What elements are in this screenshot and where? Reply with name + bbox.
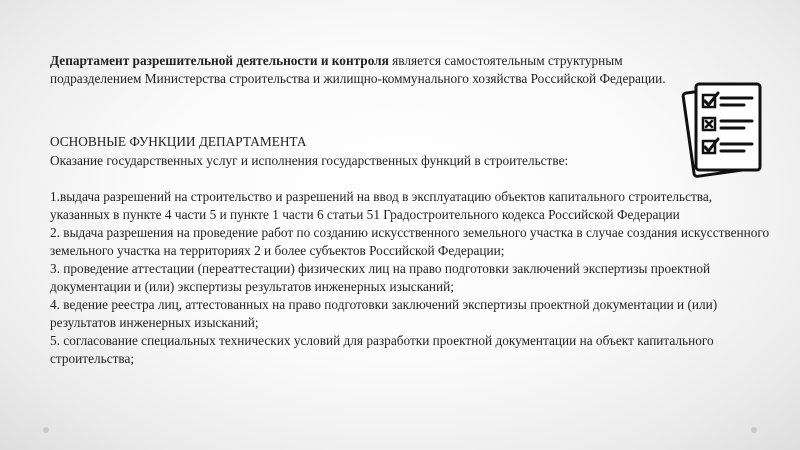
- slide-corner-dot: [43, 427, 49, 433]
- functions-list: [50, 188, 772, 368]
- department-name: Департамент разрешительной деятельности и контроля: [50, 53, 389, 68]
- intro-text: является самостоятельным структурным подразделением Министерства строительства и жилищно-коммунального хозяйства Российской Федерации.: [50, 53, 666, 86]
- checklist-icon: [678, 76, 772, 180]
- function-item-1: 1.выдача разрешений на строительство и разрешений на ввод в эксплуатацию объектов капитального строительства, указанных в пункте 4 части 5 и пункте 1 части 6 статьи 51 Градостроительного кодекса Российской Федерации: [50, 189, 713, 222]
- slide-corner-dot: [751, 427, 757, 433]
- function-item-5: 5. согласование специальных технических условий для разработки проектной документации на объект капитального строительства;: [50, 333, 714, 366]
- section-title: ОСНОВНЫЕ ФУНКЦИИ ДЕПАРТАМЕНТА: [50, 134, 307, 149]
- function-item-2: 2. выдача разрешения на проведение работ по созданию искусственного земельного участка в случае создания искусственного земельного участка на территориях 2 и более субъектов Российской Федерации;: [50, 225, 770, 258]
- function-item-4: 4. ведение реестра лиц, аттестованных на право подготовки заключений экспертизы проектной документации и (или) результатов инженерных изысканий;: [50, 297, 718, 330]
- intro-paragraph: [50, 52, 690, 88]
- function-item-3: 3. проведение аттестации (переаттестации) физических лиц на право подготовки заключений экспертизы проектной документации и (или) экспертизы результатов инженерных изысканий;: [50, 261, 711, 294]
- section-subtitle: Оказание государственных услуг и исполнения государственных функций в строительстве:: [50, 153, 569, 168]
